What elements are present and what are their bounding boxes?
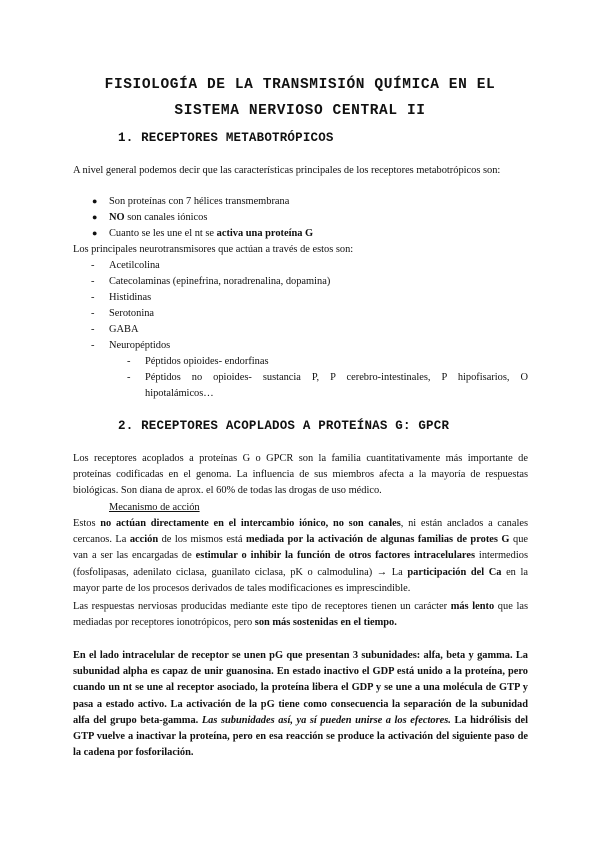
bullet-dot-icon: ●: [92, 196, 98, 206]
list-item: Histidinas: [109, 292, 152, 303]
bullet-item: NO son canales iónicos: [109, 212, 208, 223]
gpcr-paragraph: Los receptores acoplados a proteínas G o GPCR son la familia cuantitativamente más importante de proteínas codificadas en el genoma. La influencia de sus miembros afecta a la mayoría de respuestas biológicas. Son diana de aprox. el 60% de todas las drogas de uso médico.: [73, 453, 528, 497]
dash-marker: -: [127, 356, 131, 367]
mechanism-subtitle: Mecanismo de acción: [109, 502, 200, 513]
list-item: Acetilcolina: [109, 260, 160, 271]
dash-marker: -: [91, 292, 95, 303]
nt-intro: Los principales neurotransmisores que actúan a través de estos son:: [73, 244, 354, 255]
list-item: Serotonina: [109, 308, 155, 319]
page-title-line-2: SISTEMA NERVIOSO CENTRAL II: [174, 103, 426, 119]
list-item: Catecolaminas (epinefrina, noradrenalina, dopamina): [109, 276, 331, 287]
g-protein-paragraph: En el lado intracelular de receptor se unen pG que presentan 3 subunidades: alfa, beta y gamma. La subunidad alpha es capaz de unir guanosina. En estado inactivo el GDP está unido a la proteína, pero cuando un nt se une al receptor asociado, la proteína libera el GDP y se une a una molécula de GTP y pasa a estado activo. La activación de la pG tiene como consecuencia la separación de la subunidad alfa del grupo beta-gamma. Las subunidades así, ya sí pueden unirse a los efectores. La hidrólisis del GTP vuelve a inactivar la proteína, pero en esa reacción se produce la activación del siguiente paso de la cadena por fosforilación.: [73, 650, 528, 759]
dash-marker: -: [127, 372, 131, 383]
mechanism-paragraph: Estos no actúan directamente en el intercambio iónico, no son canales, ni están anclados a canales cercanos. La acción de los mismos está mediada por la activación de algunas familias de protes G que van a ser las encargadas de estimular o inhibir la función de otros factores intracelulares intermedios (fosfolipasas, adenilato ciclasa, guanilato ciclasa, pK o calmodulina) → La participación del Ca en la mayor parte de los procesos derivados de tales modificaciones es imprescindible.: [73, 518, 528, 594]
section-1-intro: A nivel general podemos decir que las características principales de los receptores metabotrópicos son:: [73, 165, 501, 176]
bullet-dot-icon: ●: [92, 228, 98, 238]
bullet-item: Son proteínas con 7 hélices transmembrana: [109, 196, 290, 207]
page-title: [60, 72, 540, 124]
dash-marker: -: [91, 324, 95, 335]
section-1-heading: 1. RECEPTORES METABOTRÓPICOS: [118, 131, 334, 145]
list-item: Neuropéptidos: [109, 340, 171, 351]
dash-marker: -: [91, 340, 95, 351]
bullet-item: Cuanto se les une el nt se activa una proteína G: [109, 228, 314, 239]
bullet-dot-icon: ●: [92, 212, 98, 222]
dash-marker: -: [91, 276, 95, 287]
response-paragraph: Las respuestas nerviosas producidas mediante este tipo de receptores tienen un carácter más lento que las mediadas por receptores ionotrópicos, pero son más sostenidas en el tiempo.: [73, 601, 528, 629]
list-item: GABA: [109, 324, 139, 335]
page-title-line-1: FISIOLOGÍA DE LA TRANSMISIÓN QUÍMICA EN EL: [104, 77, 496, 93]
section-2-heading: 2. RECEPTORES ACOPLADOS A PROTEÍNAS G: GPCR: [118, 419, 450, 433]
sub-list-item: Péptidos opioides- endorfinas: [145, 356, 269, 367]
dash-marker: -: [91, 260, 95, 271]
dash-marker: -: [91, 308, 95, 319]
sub-list-item: Péptidos no opioides- sustancia P, P cerebro-intestinales, P hipofisarios, O: [145, 372, 528, 383]
sub-list-item-continuation: hipotalámicos…: [145, 388, 214, 399]
